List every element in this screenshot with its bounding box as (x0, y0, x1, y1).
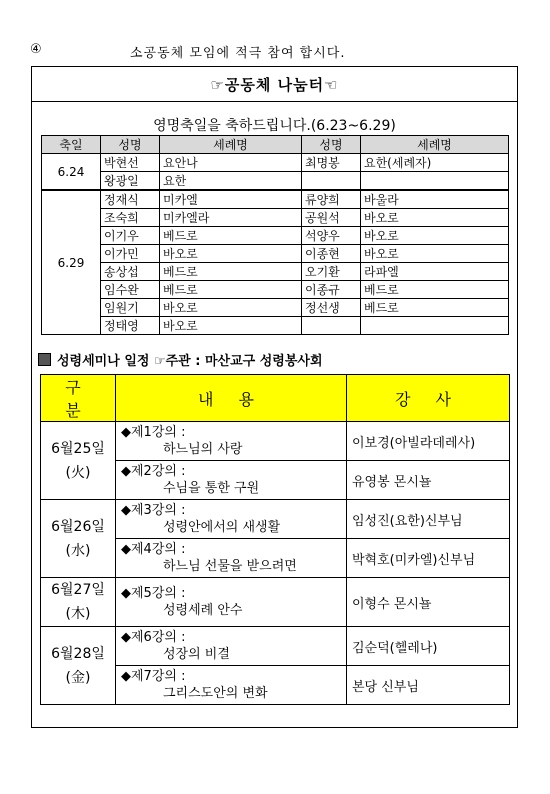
seminar-body (41, 422, 510, 705)
seminar-date-cell (41, 627, 116, 705)
col-header-content: 내 용 (116, 375, 347, 422)
feast-header-row (42, 136, 509, 154)
baptismal-name-cell: 바오로 (361, 245, 509, 263)
person-name-cell: 정태영 (101, 317, 160, 335)
seminar-row (41, 627, 510, 666)
person-name-cell: 이기우 (101, 227, 160, 245)
lecture-title: ◆제6강의 : (121, 630, 186, 645)
lecture-content-cell (116, 578, 347, 627)
lecturer-cell: 유영봉 몬시뇰 (347, 461, 510, 500)
lecture-content-cell (116, 666, 347, 705)
person-name-cell: 최명봉 (302, 154, 361, 172)
lecture-content-cell (116, 461, 347, 500)
baptismal-name-cell: 베드로 (361, 281, 509, 299)
lecture-title: ◆제5강의 : (121, 586, 186, 601)
seminar-date-cell (41, 500, 116, 578)
person-name-cell: 송상섭 (101, 263, 160, 281)
lecture-topic: 수님을 통한 구원 (163, 481, 260, 496)
seminar-weekday: (木) (65, 606, 91, 622)
col-header-name: 성명 (302, 136, 361, 154)
feast-row (42, 281, 509, 299)
lecture-content-cell (116, 500, 347, 539)
lecturer-cell: 임성진(요한)신부님 (347, 500, 510, 539)
seminar-date-cell (41, 578, 116, 627)
lecture-topic: 하느님 선물을 받으려면 (163, 559, 297, 574)
lecture-title: ◆제7강의 : (121, 669, 186, 684)
feast-row (42, 190, 509, 209)
lecture-content-cell (116, 422, 347, 461)
col-header-baptismal-name: 세례명 (160, 136, 302, 154)
feast-row (42, 317, 509, 335)
seminar-weekday: (火) (65, 464, 91, 481)
feast-row (42, 245, 509, 263)
feast-day-cell: 6.24 (42, 154, 101, 191)
person-name-cell: 정선생 (302, 299, 361, 317)
square-bullet-icon (38, 353, 51, 366)
header-motto: 소공동체 모임에 적극 참여 합시다. (130, 46, 346, 61)
seminar-date-cell (41, 422, 116, 500)
lecture-content-cell (116, 627, 347, 666)
lecturer-cell: 이형수 몬시뇰 (347, 578, 510, 627)
baptismal-name-cell: 바오로 (361, 209, 509, 227)
person-name-cell: 오기환 (302, 263, 361, 281)
banner-title: ☞공동체 나눔터☜ (32, 67, 517, 102)
lecture-title: ◆제1강의 : (121, 425, 186, 440)
lecture-topic: 성령안에서의 새생활 (163, 520, 281, 535)
lecturer-cell: 본당 신부님 (347, 666, 510, 705)
baptismal-name-cell: 바오로 (160, 245, 302, 263)
lecture-topic: 성장의 비결 (163, 647, 230, 662)
seminar-weekday: (水) (65, 542, 91, 559)
feast-body (42, 154, 509, 335)
seminar-row (41, 500, 510, 539)
feast-row (42, 154, 509, 172)
baptismal-name-cell: 미카엘라 (160, 209, 302, 227)
baptismal-name-cell: 요한 (160, 172, 302, 191)
col-header-baptismal-name: 세례명 (361, 136, 509, 154)
col-header-category: 구 분 (41, 375, 116, 422)
person-name-cell: 공원석 (302, 209, 361, 227)
feast-row (42, 263, 509, 281)
lecture-title: ◆제4강의 : (121, 542, 186, 557)
seminar-row (41, 422, 510, 461)
person-name-cell: 이종현 (302, 245, 361, 263)
seminar-header-row (41, 375, 510, 422)
baptismal-name-cell (361, 317, 509, 335)
seminar-weekday: (金) (65, 669, 91, 686)
feast-row (42, 227, 509, 245)
lecture-title: ◆제3강의 : (121, 503, 186, 518)
baptismal-name-cell: 베드로 (160, 263, 302, 281)
lecture-topic: 성령세례 안수 (163, 603, 243, 618)
baptismal-name-cell: 베드로 (160, 281, 302, 299)
baptismal-name-cell: 베드로 (361, 299, 509, 317)
baptismal-name-cell: 바울라 (361, 190, 509, 209)
person-name-cell: 석양우 (302, 227, 361, 245)
baptismal-name-cell: 미카엘 (160, 190, 302, 209)
person-name-cell: 류양희 (302, 190, 361, 209)
person-name-cell: 조숙희 (101, 209, 160, 227)
baptismal-name-cell: 요한(세례자) (361, 154, 509, 172)
seminar-date: 6월25일 (51, 440, 105, 457)
feast-row (42, 209, 509, 227)
baptismal-name-cell: 바오로 (160, 317, 302, 335)
baptismal-name-cell (361, 172, 509, 191)
baptismal-name-cell: 라파엘 (361, 263, 509, 281)
lecturer-cell: 김순덕(헬레나) (347, 627, 510, 666)
lecturer-cell: 이보경(아빌라데레사) (347, 422, 510, 461)
col-header-lecturer: 강 사 (347, 375, 510, 422)
person-name-cell: 박현선 (101, 154, 160, 172)
feast-row (42, 172, 509, 191)
feast-row (42, 299, 509, 317)
baptismal-name-cell: 바오로 (361, 227, 509, 245)
feast-table (41, 135, 509, 335)
seminar-date: 6월26일 (51, 518, 105, 535)
feast-day-cell: 6.29 (42, 190, 101, 335)
person-name-cell (302, 172, 361, 191)
lecture-topic: 그리스도안의 변화 (163, 686, 268, 701)
person-name-cell: 이종규 (302, 281, 361, 299)
person-name-cell: 임수완 (101, 281, 160, 299)
person-name-cell: 임원기 (101, 299, 160, 317)
baptismal-name-cell: 바오로 (160, 299, 302, 317)
person-name-cell: 정재식 (101, 190, 160, 209)
seminar-title-text: 성령세미나 일정 ☞주관 : 마산교구 성령봉사회 (57, 354, 323, 369)
col-header-feast-day: 축일 (42, 136, 101, 154)
seminar-row (41, 578, 510, 627)
seminar-title (38, 350, 323, 369)
baptismal-name-cell: 요안나 (160, 154, 302, 172)
lecture-title: ◆제2강의 : (121, 464, 186, 479)
baptismal-name-cell: 베드로 (160, 227, 302, 245)
person-name-cell: 이가민 (101, 245, 160, 263)
page-number: ④ (30, 42, 42, 57)
feast-title: 영명축일을 축하드립니다.(6.23~6.29) (153, 118, 396, 134)
lecture-content-cell (116, 539, 347, 578)
seminar-table (40, 374, 510, 705)
seminar-date: 6월28일 (51, 645, 105, 662)
lecturer-cell: 박혁호(미카엘)신부님 (347, 539, 510, 578)
seminar-date: 6월27일 (51, 582, 105, 598)
person-name-cell: 왕광일 (101, 172, 160, 191)
person-name-cell (302, 317, 361, 335)
col-header-name: 성명 (101, 136, 160, 154)
lecture-topic: 하느님의 사랑 (163, 442, 243, 457)
